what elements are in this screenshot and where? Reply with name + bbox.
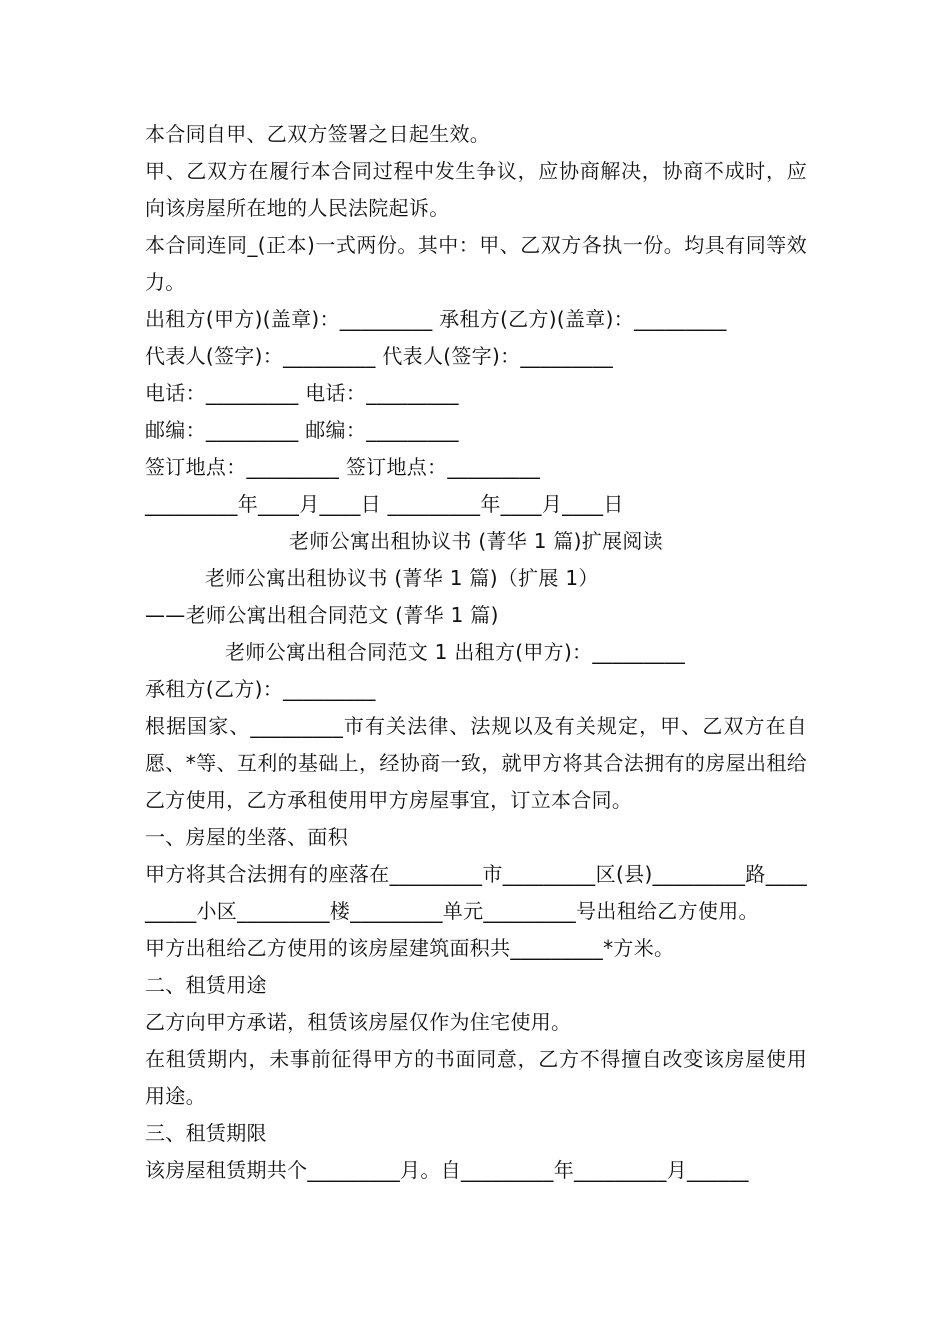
extended-reading-heading: 老师公寓出租协议书 (菁华 1 篇)扩展阅读 <box>288 529 663 553</box>
paragraph-copies: 本合同连同_(正本)一式两份。其中：甲、乙双方各执一份。均具有同等效力。 <box>145 233 807 294</box>
extended-reading-subheading: 老师公寓出租协议书 (菁华 1 篇)（扩展 1） <box>205 566 599 590</box>
contract-lessee: 承租方(乙方)：_________ <box>145 677 376 701</box>
contract-preamble: 根据国家、_________市有关法律、法规以及有关规定，甲、乙双方在自愿、*等、互利的基础上，经协商一致，就甲方将其合法拥有的房屋出租给乙方使用，乙方承租使用甲方房屋事宜，订立本合同。 <box>145 714 807 812</box>
section-heading-location: 一、房屋的坐落、面积 <box>145 825 348 849</box>
section-heading-term: 三、租赁期限 <box>145 1121 267 1145</box>
signature-line-seal: 出租方(甲方)(盖章)：_________ 承租方(乙方)(盖章)：_________ <box>145 307 727 331</box>
signature-line-place: 签订地点：_________ 签订地点：_________ <box>145 455 541 479</box>
document-body <box>145 116 807 1189</box>
signature-line-date: _________年____月____日 _________年____月____日 <box>145 492 624 516</box>
paragraph-effective-date: 本合同自甲、乙双方签署之日起生效。 <box>145 122 491 146</box>
signature-line-postcode: 邮编：_________ 邮编：_________ <box>145 418 459 442</box>
extended-reading-subtitle: ——老师公寓出租合同范文 (菁华 1 篇) <box>145 603 499 627</box>
section-heading-purpose: 二、租赁用途 <box>145 973 267 997</box>
signature-line-phone: 电话：_________ 电话：_________ <box>145 381 459 405</box>
contract-title-lessor: 老师公寓出租合同范文 1 出租方(甲方)：_________ <box>225 640 686 664</box>
paragraph-purpose: 乙方向甲方承诺，租赁该房屋仅作为住宅使用。 <box>145 1010 572 1034</box>
paragraph-area: 甲方出租给乙方使用的该房屋建筑面积共_________*方米。 <box>145 936 675 960</box>
signature-line-representative: 代表人(签字)：_________ 代表人(签字)：_________ <box>145 344 614 368</box>
paragraph-dispute: 甲、乙双方在履行本合同过程中发生争议，应协商解决，协商不成时，应向该房屋所在地的人民法院起诉。 <box>145 159 807 220</box>
paragraph-term: 该房屋租赁期共个_________月。自_________年_________月______ <box>145 1158 749 1182</box>
paragraph-location: 甲方将其合法拥有的座落在_________市_________区(县)_________路_________小区_________楼_________单元_________号出租给乙方使用。 <box>145 862 807 923</box>
paragraph-purpose-change: 在租赁期内，未事前征得甲方的书面同意，乙方不得擅自改变该房屋使用用途。 <box>145 1047 807 1108</box>
